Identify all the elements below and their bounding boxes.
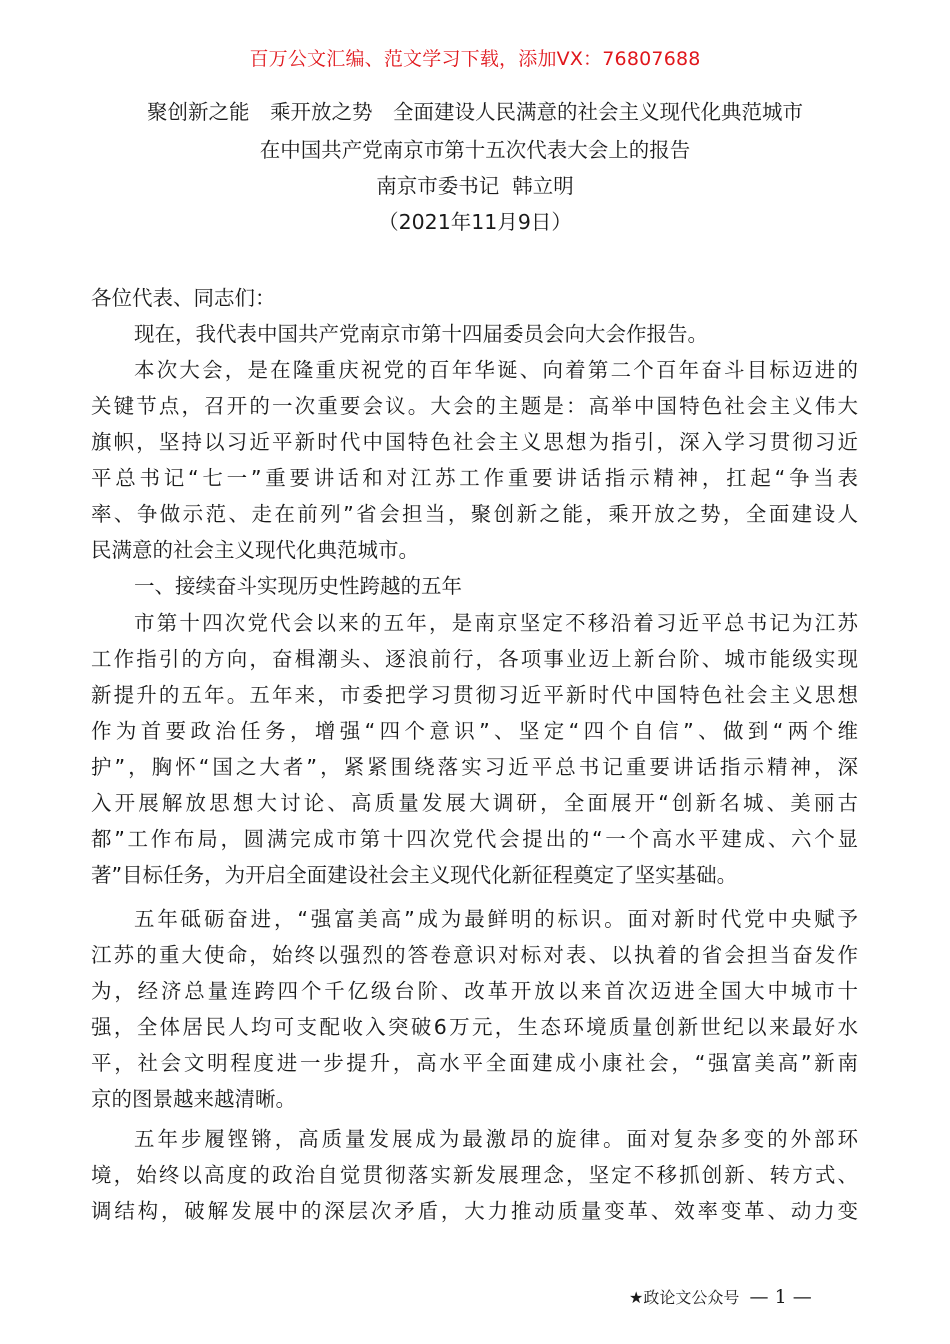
paragraph-line: 护”，胸怀“国之大者”，紧紧围绕落实习近平总书记重要讲话指示精神，深 [91, 755, 858, 779]
paragraph-line: 京的图景越来越清晰。 [91, 1087, 296, 1111]
paragraph-line: 著”目标任务，为开启全面建设社会主义现代化新征程奠定了坚实基础。 [91, 863, 738, 887]
paragraph-line: 平总书记“七一”重要讲话和对江苏工作重要讲话指示精神，扛起“争当表 [91, 466, 858, 490]
paragraph-line: 五年砥砺奋进，“强富美高”成为最鲜明的标识。面对新时代党中央赋予 [134, 907, 858, 931]
paragraph-line: 关键节点，召开的一次重要会议。大会的主题是：高举中国特色社会主义伟大 [91, 394, 858, 418]
paragraph-line: 工作指引的方向，奋楫潮头、逐浪前行，各项事业迈上新台阶、城市能级实现 [91, 647, 858, 671]
paragraph-line: 市第十四次党代会以来的五年，是南京坚定不移沿着习近平总书记为江苏 [134, 611, 858, 635]
paragraph-line: 旗帜，坚持以习近平新时代中国特色社会主义思想为指引，深入学习贯彻习近 [91, 430, 858, 454]
paragraph-line: 作为首要政治任务，增强“四个意识”、坚定“四个自信”、做到“两个维 [91, 719, 858, 743]
paragraph-line: 江苏的重大使命，始终以强烈的答卷意识对标对表、以执着的省会担当奋发作 [91, 943, 858, 967]
paragraph-line: 都”工作布局，圆满完成市第十四次党代会提出的“一个高水平建成、六个显 [91, 827, 858, 851]
report-date: （2021年11月9日） [378, 210, 572, 234]
paragraph-line: 新提升的五年。五年来，市委把学习贯彻习近平新时代中国特色社会主义思想 [91, 683, 858, 707]
section-heading: 一、接续奋斗实现历史性跨越的五年 [134, 574, 462, 598]
report-author: 南京市委书记 韩立明 [376, 174, 574, 198]
paragraph-line: 强，全体居民人均可支配收入突破6万元，生态环境质量创新世纪以来最好水 [91, 1015, 858, 1039]
paragraph-line: 民满意的社会主义现代化典范城市。 [91, 538, 419, 562]
page-footer [629, 1284, 812, 1311]
page-number: — 1 — [749, 1286, 812, 1308]
download-banner: 百万公文汇编、范文学习下载，添加VX：76807688 [249, 48, 701, 70]
paragraph-line: 平，社会文明程度进一步提升，高水平全面建成小康社会，“强富美高”新南 [91, 1051, 858, 1075]
paragraph-line: 调结构，破解发展中的深层次矛盾，大力推动质量变革、效率变革、动力变 [91, 1199, 858, 1223]
paragraph-line: 本次大会，是在隆重庆祝党的百年华诞、向着第二个百年奋斗目标迈进的 [134, 358, 858, 382]
paragraph-line: 五年步履铿锵，高质量发展成为最激昂的旋律。面对复杂多变的外部环 [134, 1127, 858, 1151]
paragraph-line: 境，始终以高度的政治自觉贯彻落实新发展理念，坚定不移抓创新、转方式、 [91, 1163, 858, 1187]
footer-source: ★政论文公众号 [629, 1288, 740, 1307]
paragraph-line: 为，经济总量连跨四个千亿级台阶、改革开放以来首次迈进全国大中城市十 [91, 979, 858, 1003]
paragraph-line: 现在，我代表中国共产党南京市第十四届委员会向大会作报告。 [134, 322, 708, 346]
paragraph-line: 入开展解放思想大讨论、高质量发展大调研，全面展开“创新名城、美丽古 [91, 791, 858, 815]
salutation: 各位代表、同志们： [91, 286, 276, 310]
report-subtitle: 在中国共产党南京市第十五次代表大会上的报告 [259, 138, 691, 162]
paragraph-line: 率、争做示范、走在前列”省会担当，聚创新之能，乘开放之势，全面建设人 [91, 502, 858, 526]
report-title: 聚创新之能 乘开放之势 全面建设人民满意的社会主义现代化典范城市 [147, 100, 803, 124]
